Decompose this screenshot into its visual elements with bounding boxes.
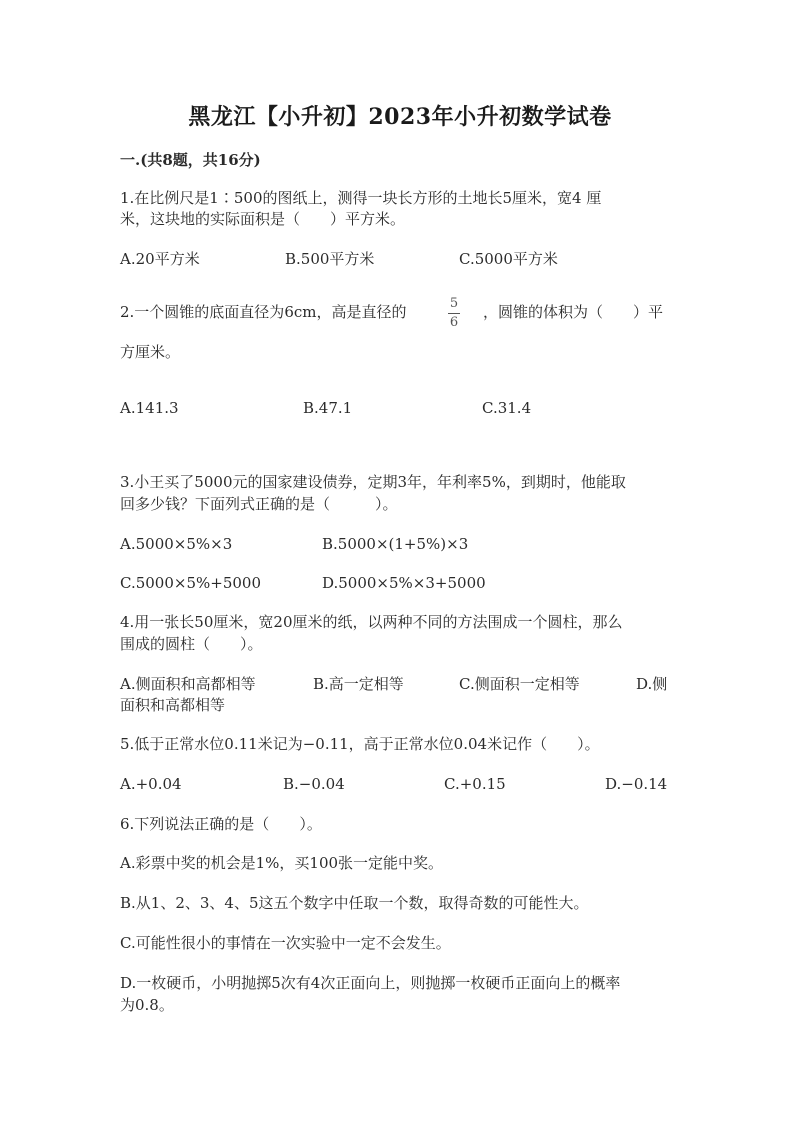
q4-option-d: D.侧 bbox=[636, 675, 668, 693]
q4-option-c: C.侧面积一定相等 bbox=[459, 675, 580, 693]
q4-option-d-continued: 面积和高都相等 bbox=[120, 696, 226, 714]
fraction-numerator: 5 bbox=[449, 296, 459, 311]
q1-text-line2: 米，这块地的实际面积是（ ）平方米。 bbox=[120, 210, 406, 228]
q3-option-b: B.5000×(1+5%)×3 bbox=[322, 535, 469, 553]
exam-title: 黑龙江【小升初】2023年小升初数学试卷 bbox=[188, 104, 612, 130]
q2-text-line1: 2.一个圆锥的底面直径为6cm，高是直径的 bbox=[120, 303, 407, 321]
q6-text-line1: 6.下列说法正确的是（ ）。 bbox=[120, 815, 322, 833]
q1-option-a: A.20平方米 bbox=[120, 250, 200, 268]
q4-text-line1: 4.用一张长50厘米，宽20厘米的纸，以两种不同的方法围成一个圆柱，那么 bbox=[120, 613, 623, 631]
q3-text-line1: 3.小王买了5000元的国家建设债券，定期3年，年利率5%，到期时，他能取 bbox=[120, 473, 626, 491]
q2-text-line1-end: ，圆锥的体积为（ ）平 bbox=[483, 303, 664, 321]
q2-option-c: C.31.4 bbox=[482, 399, 532, 417]
q5-text-line1: 5.低于正常水位0.11米记为−0.11，高于正常水位0.04米记作（ ）。 bbox=[120, 735, 600, 753]
q1-option-b: B.500平方米 bbox=[285, 250, 375, 268]
fraction-denominator: 6 bbox=[449, 315, 459, 330]
q5-option-c: C.+0.15 bbox=[444, 775, 506, 793]
section-heading: 一.(共8题，共16分) bbox=[120, 151, 261, 169]
q3-option-c: C.5000×5%+5000 bbox=[120, 574, 261, 592]
q5-option-d: D.−0.14 bbox=[605, 775, 668, 793]
q5-option-b: B.−0.04 bbox=[283, 775, 345, 793]
q3-option-d: D.5000×5%×3+5000 bbox=[322, 574, 486, 592]
q3-option-a: A.5000×5%×3 bbox=[120, 535, 233, 553]
q1-text-line1: 1.在比例尺是1∶500的图纸上，测得一块长方形的土地长5厘米，宽4 厘 bbox=[120, 189, 602, 207]
q6-option-d-continued: 为0.8。 bbox=[120, 996, 174, 1014]
q6-option-b: B.从1、2、3、4、5这五个数字中任取一个数，取得奇数的可能性大。 bbox=[120, 894, 589, 912]
q2-text-line2: 方厘米。 bbox=[120, 343, 181, 361]
q4-option-a: A.侧面积和高都相等 bbox=[120, 675, 256, 693]
q5-option-a: A.+0.04 bbox=[120, 775, 182, 793]
q3-text-line2: 回多少钱？下面列式正确的是（ ）。 bbox=[120, 495, 398, 513]
q4-text-line2: 围成的圆柱（ ）。 bbox=[120, 635, 263, 653]
q1-option-c: C.5000平方米 bbox=[459, 250, 558, 268]
q6-option-a: A.彩票中奖的机会是1%，买100张一定能中奖。 bbox=[120, 854, 444, 872]
q6-option-d: D.一枚硬币，小明抛掷5次有4次正面向上，则抛掷一枚硬币正面向上的概率 bbox=[120, 974, 621, 992]
q6-option-c: C.可能性很小的事情在一次实验中一定不会发生。 bbox=[120, 934, 451, 952]
q2-option-a: A.141.3 bbox=[120, 399, 179, 417]
q2-fraction bbox=[444, 296, 464, 331]
q2-option-b: B.47.1 bbox=[303, 399, 353, 417]
q4-option-b: B.高一定相等 bbox=[313, 675, 404, 693]
fraction-bar bbox=[448, 313, 460, 314]
